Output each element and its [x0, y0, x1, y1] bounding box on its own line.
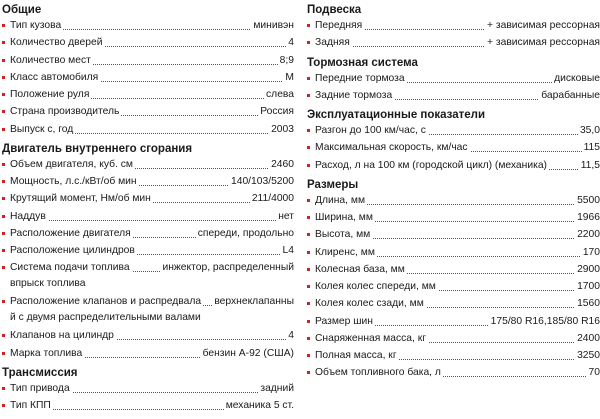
- spec-value: 70: [587, 365, 600, 381]
- bullet-icon: [307, 146, 310, 149]
- bullet-icon: [2, 110, 5, 113]
- spec-value: 211/4000: [250, 191, 294, 207]
- spec-label: Марка топлива: [10, 346, 84, 362]
- spec-row-acceleration: [307, 123, 600, 140]
- spec-label: Расход, л на 100 км (городской цикл) (механика): [315, 158, 549, 174]
- spec-value: 3250: [575, 348, 600, 364]
- bullet-icon: [307, 94, 310, 97]
- bullet-icon: [307, 199, 310, 202]
- bullet-icon: [307, 251, 310, 254]
- spec-label: Передние тормоза: [315, 71, 407, 87]
- bullet-icon: [2, 197, 5, 200]
- bullet-icon: [2, 76, 5, 79]
- bullet-icon: [2, 300, 5, 303]
- spec-row-rear-track: [307, 296, 600, 313]
- bullet-icon: [307, 164, 310, 167]
- bullet-icon: [2, 215, 5, 218]
- left-column: [2, 0, 294, 415]
- bullet-icon: [307, 320, 310, 323]
- spec-value: 35,0: [578, 123, 600, 139]
- bullet-icon: [307, 41, 310, 44]
- spec-label: Положение руля: [10, 87, 91, 103]
- spec-value: слева: [264, 87, 294, 103]
- spec-row-clearance: [307, 245, 600, 262]
- spec-value: 4: [286, 35, 294, 51]
- spec-value: 170: [581, 245, 600, 261]
- spec-row-valves: [2, 328, 294, 345]
- spec-label: Объем топливного бака, л: [315, 365, 443, 381]
- section-title-brakes: Тормозная система: [307, 56, 418, 69]
- spec-row-country: [2, 104, 294, 121]
- spec-value: 2900: [575, 262, 600, 278]
- spec-value: + зависимая рессорная: [485, 35, 600, 51]
- spec-row-torque: [2, 191, 294, 208]
- spec-label: Система подачи топлива: [10, 260, 132, 276]
- spec-label: Размер шин: [315, 314, 375, 330]
- spec-label: Объем двигателя, куб. см: [10, 157, 135, 173]
- spec-value: верхнеклапанны: [212, 294, 294, 310]
- spec-row-valvetrain: [2, 294, 294, 328]
- spec-label: Страна производитель: [10, 104, 121, 120]
- section-title-dimensions: Размеры: [307, 178, 359, 191]
- bullet-icon: [2, 334, 5, 337]
- spec-row-front-brakes: [307, 71, 600, 88]
- section-title-performance: Эксплуатационные показатели: [307, 109, 486, 121]
- spec-label: Высота, мм: [315, 227, 372, 243]
- spec-label: Количество дверей: [10, 35, 104, 51]
- bullet-icon: [307, 216, 310, 219]
- spec-value: 175/80 R16,185/80 R16: [489, 314, 600, 330]
- spec-value: 115: [582, 140, 600, 156]
- spec-label: Наддув: [10, 209, 48, 225]
- spec-label: Максимальная скорость, км/час: [315, 140, 470, 156]
- spec-value-continued: впрыск топлива: [10, 276, 85, 292]
- spec-row-fuel-tank: [307, 365, 600, 382]
- bullet-icon: [2, 24, 5, 27]
- spec-label: Крутящий момент, Нм/об мин: [10, 191, 153, 207]
- spec-row-drive: [2, 381, 294, 398]
- spec-label: Задняя: [315, 35, 352, 51]
- spec-value: + зависимая рессорная: [485, 18, 600, 34]
- bullet-icon: [307, 268, 310, 271]
- spec-value: дисковые: [552, 71, 600, 87]
- spec-label: Длина, мм: [315, 193, 367, 209]
- bullet-icon: [307, 24, 310, 27]
- spec-value: 2400: [575, 331, 600, 347]
- spec-row-front-suspension: [307, 18, 600, 35]
- bullet-icon: [307, 129, 310, 132]
- spec-row-tire-size: [307, 314, 600, 331]
- spec-row-cylinders: [2, 243, 294, 260]
- spec-value: 2200: [575, 227, 600, 243]
- spec-label: Тип привода: [10, 381, 72, 397]
- spec-value-continued: й с двумя распределительными валами: [10, 310, 201, 326]
- spec-value: L4: [281, 243, 294, 259]
- bullet-icon: [307, 337, 310, 340]
- bullet-icon: [307, 285, 310, 288]
- spec-row-height: [307, 227, 600, 244]
- spec-value: 140/103/5200: [229, 174, 294, 190]
- spec-row-fuel-grade: [2, 346, 294, 363]
- spec-row-seats: [2, 53, 294, 70]
- spec-label: Колея колес спереди, мм: [315, 279, 438, 295]
- spec-value: барабанные: [539, 88, 600, 104]
- spec-label: Класс автомобиля: [10, 70, 100, 86]
- bullet-icon: [307, 302, 310, 305]
- spec-row-gross-weight: [307, 348, 600, 365]
- spec-row-engine-position: [2, 226, 294, 243]
- spec-row-fuel-system: [2, 260, 294, 294]
- spec-row-doors: [2, 35, 294, 52]
- spec-row-gearbox: [2, 398, 294, 415]
- spec-label: Количество мест: [10, 53, 93, 69]
- spec-label: Передняя: [315, 18, 364, 34]
- spec-label: Расположение клапанов и распредвала: [10, 294, 203, 310]
- spec-value: спереди, продольно: [196, 226, 294, 242]
- section-title-engine: Двигатель внутреннего сгорания: [2, 142, 193, 155]
- spec-row-curb-weight: [307, 331, 600, 348]
- spec-value: 8;9: [278, 53, 294, 69]
- spec-row-rear-suspension: [307, 35, 600, 52]
- spec-value: 1966: [575, 210, 600, 226]
- spec-row-body-type: [2, 18, 294, 35]
- spec-row-top-speed: [307, 140, 600, 157]
- spec-value: минивэн: [251, 18, 294, 34]
- spec-row-class: [2, 70, 294, 87]
- spec-value: 1700: [575, 279, 600, 295]
- spec-row-length: [307, 193, 600, 210]
- spec-value: 2460: [269, 157, 294, 173]
- spec-label: Клапанов на цилиндр: [10, 328, 116, 344]
- spec-label: Клиренс, мм: [315, 245, 377, 261]
- bullet-icon: [307, 354, 310, 357]
- spec-row-turbo: [2, 209, 294, 226]
- spec-row-rear-brakes: [307, 88, 600, 105]
- spec-value: бензин А-92 (США): [201, 346, 294, 362]
- spec-value: механика 5 ст.: [224, 398, 294, 414]
- spec-value: 4: [286, 328, 294, 344]
- bullet-icon: [2, 41, 5, 44]
- spec-value: 2003: [269, 122, 294, 138]
- section-title-general: Общие: [2, 4, 42, 16]
- spec-value: задний: [258, 381, 294, 397]
- bullet-icon: [2, 93, 5, 96]
- spec-label: Разгон до 100 км/час, с: [315, 123, 428, 139]
- section-title-transmission: Трансмиссия: [2, 366, 78, 379]
- spec-row-steering: [2, 87, 294, 104]
- bullet-icon: [2, 266, 5, 269]
- section-title-suspension: Подвеска: [307, 4, 362, 16]
- spec-label: Тип кузова: [10, 18, 63, 34]
- spec-row-year: [2, 122, 294, 139]
- spec-value: Россия: [258, 104, 294, 120]
- spec-row-width: [307, 210, 600, 227]
- bullet-icon: [2, 232, 5, 235]
- spec-label: Задние тормоза: [315, 88, 394, 104]
- spec-label: Колея колес сзади, мм: [315, 296, 426, 312]
- spec-value: 5500: [575, 193, 600, 209]
- spec-label: Тип КПП: [10, 398, 53, 414]
- spec-value: 1560: [575, 296, 600, 312]
- spec-value: инжектор, распределенный: [160, 260, 294, 276]
- bullet-icon: [2, 352, 5, 355]
- spec-row-power: [2, 174, 294, 191]
- spec-label: Ширина, мм: [315, 210, 375, 226]
- spec-row-displacement: [2, 157, 294, 174]
- bullet-icon: [2, 404, 5, 407]
- spec-row-consumption: [307, 158, 600, 175]
- right-column: [307, 0, 600, 383]
- spec-value: 11,5: [579, 158, 600, 174]
- spec-row-wheelbase: [307, 262, 600, 279]
- bullet-icon: [307, 233, 310, 236]
- bullet-icon: [2, 128, 5, 131]
- spec-label: Колесная база, мм: [315, 262, 407, 278]
- spec-value: нет: [276, 209, 294, 225]
- bullet-icon: [307, 371, 310, 374]
- spec-label: Расположение двигателя: [10, 226, 133, 242]
- bullet-icon: [2, 59, 5, 62]
- bullet-icon: [2, 180, 5, 183]
- bullet-icon: [307, 77, 310, 80]
- spec-row-front-track: [307, 279, 600, 296]
- spec-label: Расположение цилиндров: [10, 243, 137, 259]
- spec-label: Полная масса, кг: [315, 348, 399, 364]
- spec-label: Мощность, л.с./кВт/об мин: [10, 174, 139, 190]
- bullet-icon: [2, 387, 5, 390]
- spec-value: M: [283, 70, 294, 86]
- spec-label: Снаряженная масса, кг: [315, 331, 428, 347]
- spec-label: Выпуск с, год: [10, 122, 75, 138]
- bullet-icon: [2, 163, 5, 166]
- bullet-icon: [2, 249, 5, 252]
